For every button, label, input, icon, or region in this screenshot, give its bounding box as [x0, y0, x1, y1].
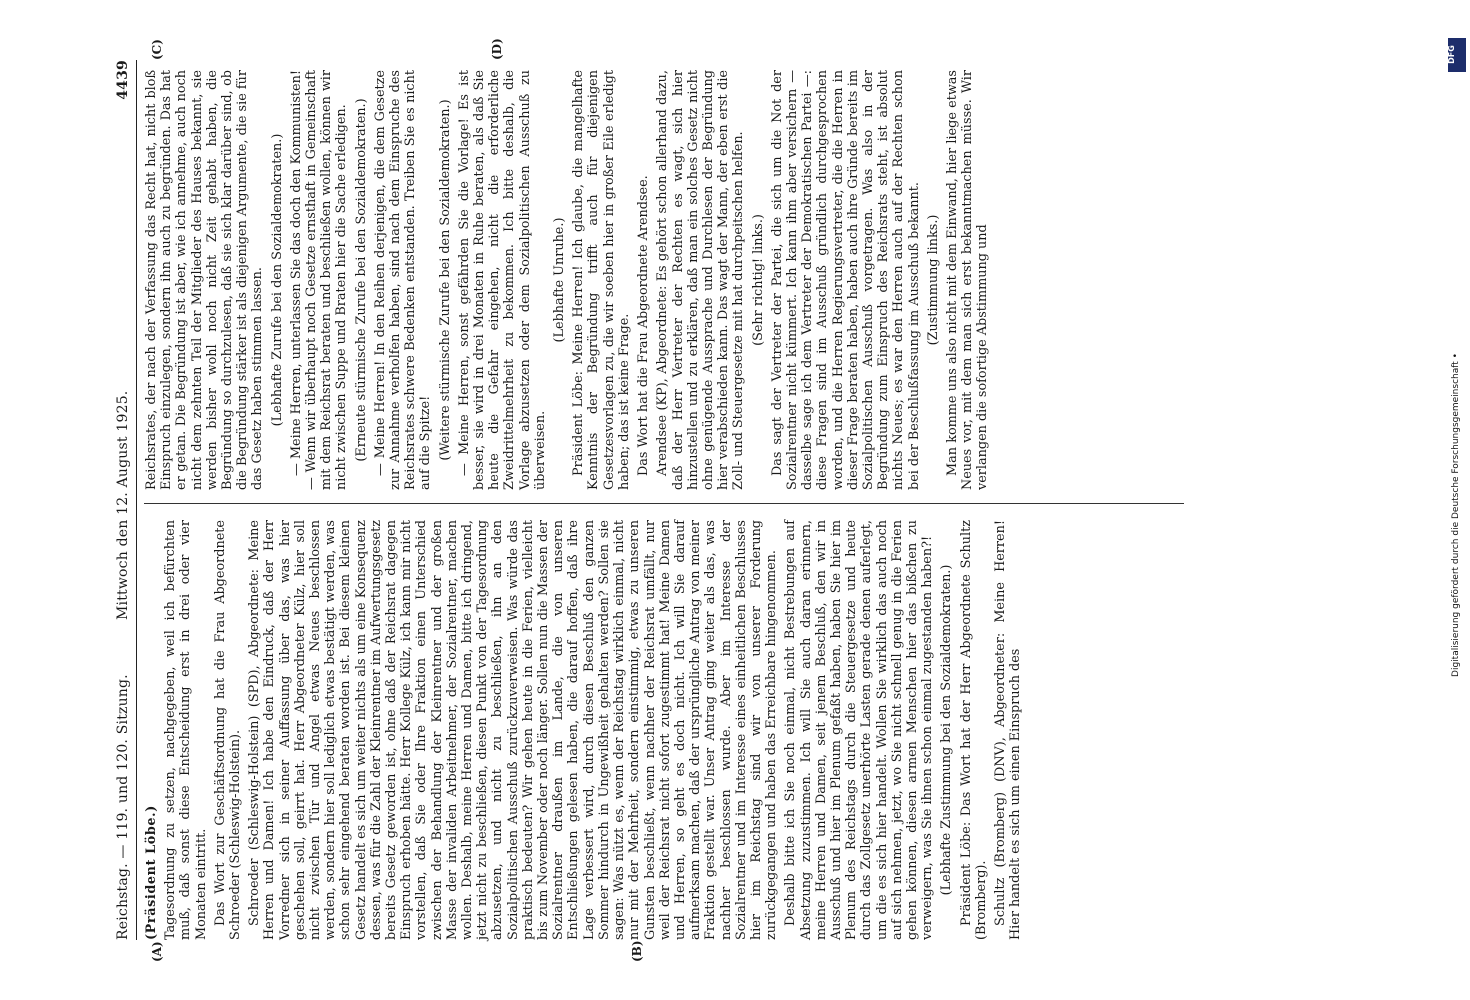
digitization-credit: Digitalisierung gefördert durch die Deutsche Forschungsgemeinschaft • [1451, 353, 1461, 677]
right-column [144, 70, 995, 490]
paragraph: Schultz (Bromberg) (DNV), Abgeordneter: Meine Herren! Hier handelt es sich um einen Einspruch des [992, 520, 1024, 940]
paragraph: (Weitere stürmische Zurufe bei den Sozialdemokraten.) [437, 99, 453, 461]
paragraph: (Sehr richtig! links.) [750, 214, 766, 346]
header-session: Reichstag. — 119. und 120. Sitzung. [115, 674, 131, 940]
paragraph: (Erneute stürmische Zurufe bei den Sozialdemokraten.) [353, 98, 369, 462]
column-rule [144, 503, 1184, 504]
paragraph: (Lebhafte Unruhe.) [552, 217, 568, 343]
paragraph: Schroeder (Schleswig-Holstein) (SPD), Abgeordnete: Meine Herren und Damen! Ich habe den Eindruck, daß der Herr Vorredner sich in seiner Auffassung über das, was hier geschehen soll, geirrt hat. Herr Abgeordneter Külz, hier soll nicht zwischen Tür und Angel etwas Neues beschlossen werden, sondern hier soll lediglich etwas bestätigt werden, was schon sehr eingehend beraten worden ist. Bei diesem kleinen Gesetz handelt es sich um weiter nichts als um eine Konsequenz dessen, was für die Zahl der Kleinrentner im Aufwertungsgesetz bereits Gesetz geworden ist, ohne daß der Reichsrat dagegen Einspruch erhoben hätte. Herr Kollege Külz, ich kann mir nicht vorstellen, daß Sie oder Ihre Fraktion einen Unterschied zwischen der Behandlung der Kleinrentner und der großen Masse der invaliden Arbeitnehmer, der Sozialrentner, machen wollen. Deshalb, meine Herren und Damen, bitte ich dringend, jetzt nicht zu beschließen, diesen Punkt von der Tagesordnung abzusetzen, und nicht zu beschließen, ihn an den Sozialpolitischen Ausschuß zurückzuverweisen. Was würde das praktisch bedeuten? Wir gehen heute in die Ferien, vielleicht bis zum November oder noch länger. Sollen nun die Massen der Sozialrentner draußen im Lande, die von unseren Entschließungen gelesen haben, die darauf hoffen, daß ihre Lage verbessert wird, durch diesen Beschluß den ganzen Sommer hindurch in Ungewißheit gehalten werden? Sollen sie sagen: Was nützt es, wenn der Reichstag wirklich einmal, nicht nur mit der Mehrheit, sondern einstimmig, etwas zu unseren Gunsten beschließt, wenn nachher der Reichsrat umfällt, nur weil der Reichsrat nicht sofort zugestimmt hat! Meine Damen und Herren, so geht es doch nicht. Ich will Sie darauf aufmerksam machen, daß der ursprüngliche Antrag von meiner Fraktion gestellt war. Unser Antrag ging weiter als das, was nachher beschlossen wurde. Aber im Interesse der Sozialrentner und im Interesse eines einheitlichen Beschlusses hier im Reichstag sind wir von unserer Forderung zurückgegangen und haben das Erreichbare hingenommen. [247, 520, 780, 940]
paragraph: Reichsrates, der nach der Verfassung das Recht hat, nicht bloß Einspruch einzulegen, sondern ihn auch zu begründen. Das hat er getan. Die Begründung ist aber, wie ich annehme, auch noch nicht dem zehnten Teil der Mitglieder des Hauses bekannt, sie werden bisher wohl noch nicht Zeit gehabt haben, die Begründung so durchzulesen, daß sie sich klar darüber sind, ob die Begründung stärker ist als diejenigen Argumente, die sie für das Gesetz haben stimmen lassen. [144, 70, 266, 490]
paragraph: — Meine Herren, unterlassen Sie das doch den Kommunisten! — Wenn wir überhaupt noch Gesetze ernsthaft in Gemeinschaft mit dem Reichsrat beraten und beschließen wollen, können wir nicht zwischen Suppe und Braten hier die Sache erledigen. [288, 70, 350, 490]
dfg-logo [1448, 38, 1466, 72]
page-header [110, 60, 137, 940]
margin-mark-b: (B) [630, 940, 644, 962]
paragraph: (Lebhafte Zurufe bei den Sozialdemokraten.) [269, 133, 285, 427]
side-note [1446, 60, 1462, 1000]
paragraph: (Präsident Löbe.) [144, 805, 159, 940]
paragraph: (Zustimmung links.) [925, 214, 941, 346]
paragraph: Arendsee (KP), Abgeordnete: Es gehört schon allerhand dazu, daß der Herr Vertreter der Rechten es wagt, sich hier hinzustellen und zu erklären, daß man ein solches Gesetz nicht ohne genügende Aussprache und Durchlesen der Begründung hier verabschieden kann. Das wagt der Mann, der eben erst die Zoll- und Steuergesetze mit hat durchpeitschen helfen. [655, 70, 747, 490]
paragraph: Deshalb bitte ich Sie noch einmal, nicht Bestrebungen auf Absetzung zuzustimmen. Ich will Sie auch daran erinnern, meine Herren und Damen, seit jenem Beschluß, den wir in Ausschuß und hier im Plenum gefaßt haben, haben Sie hier im Plenum des Reichstags durch die Steuergesetze und heute durch das Zollgesetz unerhörte Lasten gerade denen auferlegt, um die es sich hier handelt. Wollen Sie wirklich das auch noch auf sich nehmen, jetzt, wo Sie nicht schnell genug in die Ferien gehen können, diesen armen Menschen hier das bißchen zu verweigern, was Sie ihnen schon einmal zugestanden haben?! [783, 520, 936, 940]
paragraph: Präsident Löbe: Das Wort hat der Herr Abgeordnete Schultz (Bromberg). [958, 520, 989, 940]
paragraph: Tagesordnung zu setzen, nachgegeben, weil ich befürchten muß, daß sonst diese Entscheidung erst in drei oder vier Monaten eintritt. [163, 520, 209, 940]
paragraph: — Meine Herren! In den Reihen derjenigen, die dem Gesetze zur Annahme verholfen haben, sind nach dem Einspruche des Reichsrates schwere Bedenken entstanden. Treiben Sie es nicht auf die Spitze! [372, 70, 434, 490]
header-date: Mittwoch den 12. August 1925. [115, 390, 131, 620]
dfg-logo-text: DFG [1446, 45, 1456, 64]
paragraph: — Meine Herren, sonst gefährden Sie die Vorlage! Es ist besser, sie wird in drei Monaten in Ruhe beraten, als daß Sie heute die Gefahr eingehen, nicht die erforderliche Zweidrittelmehrheit zu bekommen. Ich bitte deshalb, die Vorlage abzusetzen oder dem Sozialpolitischen Ausschuß zu überweisen. [456, 70, 548, 490]
left-column [144, 520, 1027, 940]
paragraph: Man komme uns also nicht mit dem Einwand, hier liege etwas Neues vor, mit dem man sich erst bekanntmachen müsse. Wir verlangen die sofortige Abstimmung und [944, 70, 991, 490]
rotated-page-content [110, 38, 1200, 962]
scanned-page [80, 30, 1470, 970]
paragraph: Das sagt der Vertreter der Partei, die sich um die Not der Sozialrentner nicht kümmert. Ich kann ihm aber versichern — dasselbe sage ich dem Vertreter der Demokratischen Partei —: diese Fragen sind im Ausschuß gründlich durchgesprochen worden, und die Herren Regierungsvertreter, die die Herren in dieser Frage beraten haben, haben auch ihre Gründe bereits im Sozialpolitischen Ausschuß vorgetragen. Was also in der Begründung zum Einspruch des Reichsrats steht, ist absolut nichts Neues; es war den Herren auch auf der Rechten schon bei der Beschlußfassung im Ausschuß bekannt. [769, 70, 922, 490]
paragraph: (Lebhafte Zustimmung bei den Sozialdemokraten.) [939, 564, 955, 896]
page-number: 4439 [115, 60, 131, 100]
margin-mark-c: (C) [150, 39, 164, 60]
paragraph: Das Wort hat die Frau Abgeordnete Arendsee. [636, 175, 652, 476]
paragraph: Das Wort zur Geschäftsordnung hat die Frau Abgeordnete Schroeder (Schleswig-Holstein). [212, 520, 244, 940]
paragraph: Präsident Löbe: Meine Herren! Ich glaube, die mangelhafte Kenntnis der Begründung trifft auch für diejenigen Gesetzesvorlagen zu, die wir soeben hier in großer Eile erledigt haben; das ist keine Frage. [571, 70, 632, 490]
margin-mark-a: (A) [150, 941, 164, 962]
margin-mark-d: (D) [490, 38, 504, 60]
